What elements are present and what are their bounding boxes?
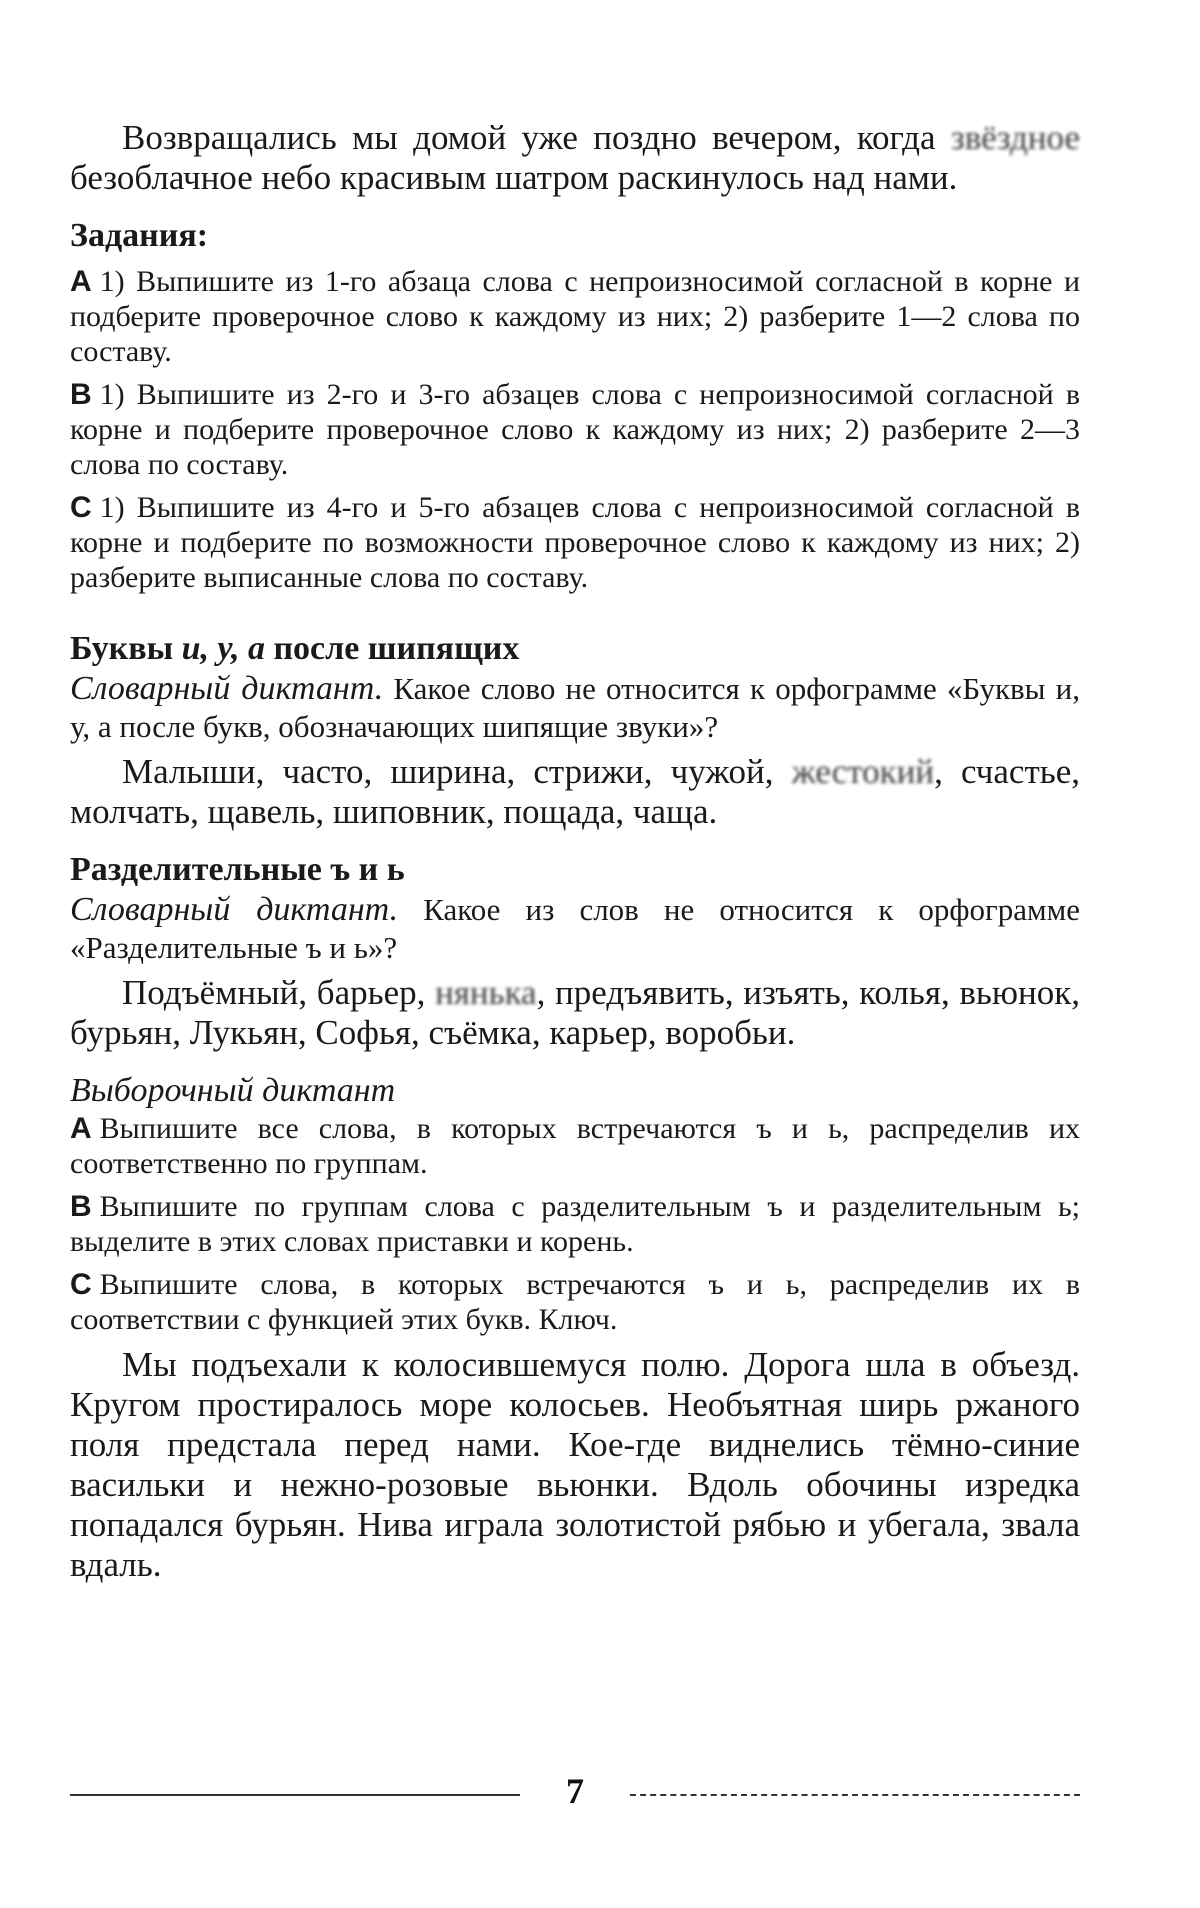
task-3a <box>70 1111 1080 1181</box>
task-text: Выпишите по группам слова с разделительным ъ и разделительным ь; выделите в этих словах приставки и корень. <box>70 1190 1080 1258</box>
section-title-separators: Разделительные ъ и ь <box>70 851 405 888</box>
page-number: 7 <box>566 1771 584 1811</box>
footer-rule-right <box>630 1794 1080 1796</box>
task-text: 1) Выпишите из 4-го и 5-го абзацев слова с непроизносимой согласной в корне и подберите по возможности проверочное слово к каждому из них; 2) разберите выписанные слова по составу. <box>70 491 1080 594</box>
task-label: В <box>70 1190 92 1223</box>
question-text: Какое слово не относится к орфограмме «Буквы и, у, а после букв, обозначающих шипящие звуки»? <box>70 671 1080 744</box>
title-letters: и, у, а <box>181 630 265 667</box>
word-list-1 <box>70 752 1080 832</box>
words-text: , счастье, молчать, щавель, шиповник, пощада, чаща. <box>70 752 1080 831</box>
task-label: А <box>70 1112 92 1145</box>
dictation-text: Мы подъехали к колосившемуся полю. Дорога шла в объезд. Кругом простиралось море колосьев. Необъятная ширь ржаного поля предстала перед нами. Кое-где виднелись тёмно-синие васильки и нежно-розовые вьюнки. Вдоль обочины изредка попадался бурьян. Нива играла золотистой рябью и убегала, звала вдаль. <box>70 1345 1080 1584</box>
page-footer <box>70 1770 1080 1820</box>
title-part: Буквы <box>70 630 182 667</box>
page-content <box>70 118 1080 1585</box>
task-3c <box>70 1267 1080 1337</box>
task-3b <box>70 1189 1080 1259</box>
words-text: Малыши, часто, ширина, стрижи, чужой, <box>122 752 792 791</box>
words-text: , предъявить, изъять, колья, вьюнок, бурьян, Лукьян, Софья, съёмка, карьер, воробьи. <box>70 973 1081 1052</box>
words-text: Подъёмный, барьер, <box>122 973 436 1012</box>
task-a <box>70 264 1080 369</box>
task-text: Выпишите слова, в которых встречаются ъ и ь, распределив их в соответствии с функцией этих букв. Ключ. <box>70 1268 1080 1336</box>
blurred-word: звёздное <box>950 118 1080 157</box>
task-label: С <box>70 1268 92 1301</box>
title-part: после шипящих <box>264 630 520 667</box>
dictation-label: Словарный диктант. <box>70 670 384 707</box>
dictation-question-2 <box>70 890 1080 965</box>
task-text: 1) Выпишите из 1-го абзаца слова с непроизносимой согласной в корне и подберите проверочное слово к каждому из них; 2) разберите 1—2 слова по составу. <box>70 265 1080 368</box>
task-label: В <box>70 378 92 411</box>
task-b <box>70 377 1080 482</box>
blurred-word: нянька <box>435 973 537 1012</box>
word-list-2 <box>70 973 1080 1053</box>
section-title-shipyashchie <box>70 629 1080 669</box>
paragraph-text-end: безоблачное небо красивым шатром раскинулось над нами. <box>70 158 958 197</box>
task-text: 1) Выпишите из 2-го и 3-го абзацев слова с непроизносимой согласной в корне и подберите проверочное слово к каждому из них; 2) разберите 2—3 слова по составу. <box>70 378 1080 481</box>
task-label: А <box>70 265 92 298</box>
blurred-word: жестокий <box>791 752 935 791</box>
paragraph-text: Возвращались мы домой уже поздно вечером, когда <box>122 118 951 157</box>
selective-dictation-title: Выборочный диктант <box>70 1072 396 1109</box>
task-c <box>70 490 1080 595</box>
dictation-question-1 <box>70 669 1080 744</box>
dictation-label: Словарный диктант. <box>70 891 399 928</box>
task-text: Выпишите все слова, в которых встречаются ъ и ь, распределив их соответственно по группам. <box>70 1112 1080 1180</box>
task-label: С <box>70 491 92 524</box>
paragraph-end <box>70 118 1080 198</box>
question-text: Какое из слов не относится к орфограмме «Разделительные ъ и ь»? <box>70 892 1080 965</box>
tasks-title: Задания: <box>70 217 209 254</box>
